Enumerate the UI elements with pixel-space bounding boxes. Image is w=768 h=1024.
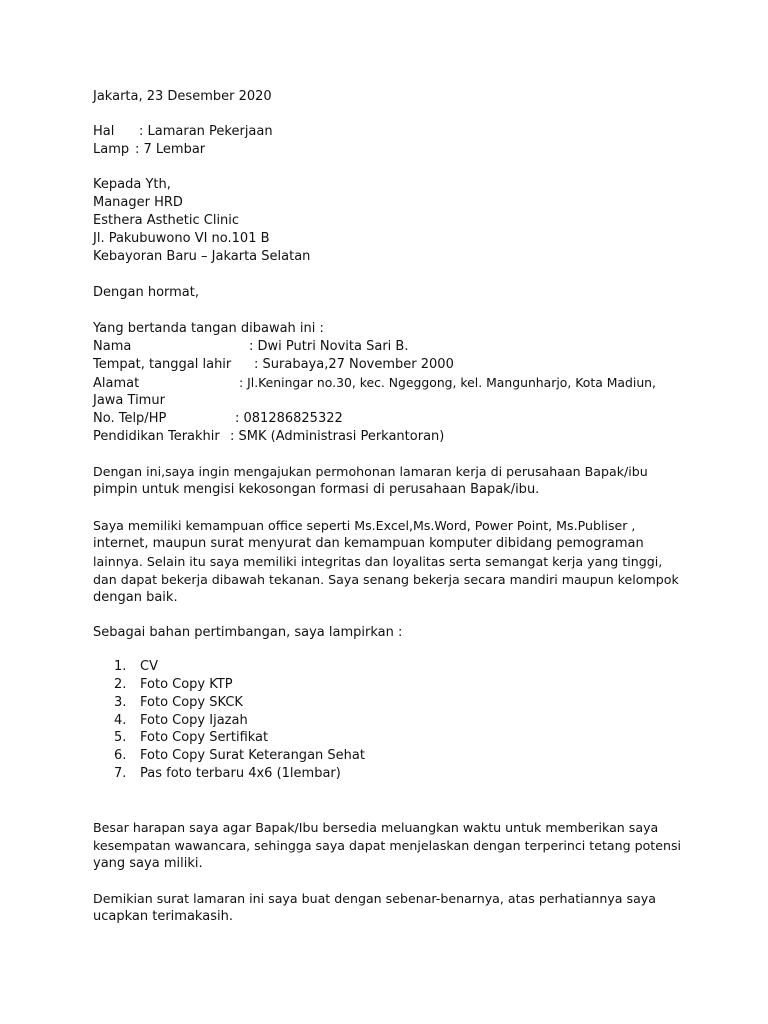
recipient-line: Kepada Yth,	[93, 177, 171, 192]
pendidikan-row	[93, 428, 444, 446]
alamat-continuation: Jawa Timur	[93, 393, 165, 408]
greeting: Dengan hormat,	[93, 285, 200, 300]
paragraph-line: internet, maupun surat menyurat dan kemampuan komputer dibidang pemograman	[93, 536, 644, 551]
list-item-number: 5.	[114, 730, 127, 745]
pendidikan-label: Pendidikan Terakhir	[93, 429, 220, 444]
recipient-line: Esthera Asthetic Clinic	[93, 213, 240, 228]
paragraph-line: Saya memiliki kemampuan office seperti Ms.Excel,Ms.Word, Power Point, Ms.Publiser ,	[93, 518, 636, 533]
telp-row	[93, 410, 343, 428]
list-item-number: 7.	[114, 766, 127, 781]
paragraph-line: lainnya. Selain itu saya memiliki integritas dan loyalitas serta semangat kerja yang tinggi,	[93, 554, 663, 569]
alamat-row	[93, 374, 656, 393]
intro-line: Yang bertanda tangan dibawah ini :	[93, 321, 324, 336]
list-item-number: 6.	[114, 748, 127, 763]
lamp-row	[93, 141, 205, 159]
recipient-line: Kebayoran Baru – Jakarta Selatan	[93, 249, 311, 264]
recipient-line: Manager HRD	[93, 195, 183, 210]
alamat-label: Alamat	[93, 376, 140, 391]
paragraph-line: dengan baik.	[93, 590, 178, 605]
nama-label: Nama	[93, 339, 132, 354]
telp-value: : 081286825322	[235, 411, 343, 426]
date-line: Jakarta, 23 Desember 2020	[93, 89, 272, 104]
telp-label: No. Telp/HP	[93, 411, 167, 426]
ttl-label: Tempat, tanggal lahir	[93, 357, 232, 372]
paragraph-line: Dengan ini,saya ingin mengajukan permohonan lamaran kerja di perusahaan Bapak/ibu	[93, 464, 648, 479]
ttl-row	[93, 356, 454, 374]
list-item: CV	[140, 659, 158, 674]
paragraph-line: kesempatan wawancara, sehingga saya dapat menjelaskan dengan terperinci tetang potensi	[93, 838, 682, 853]
list-item: Foto Copy SKCK	[140, 695, 243, 710]
recipient-line: Jl. Pakubuwono VI no.101 B	[93, 231, 270, 246]
alamat-value: : Jl.Keningar no.30, kec. Ngeggong, kel. Mangunharjo, Kota Madiun,	[239, 375, 656, 390]
closing-line: Demikian surat lamaran ini saya buat dengan sebenar-benarnya, atas perhatiannya saya	[93, 891, 656, 906]
hal-label: Hal	[93, 124, 115, 139]
list-item-number: 2.	[114, 677, 127, 692]
lamp-value: : 7 Lembar	[135, 142, 206, 157]
list-item: Foto Copy Ijazah	[140, 713, 248, 728]
pendidikan-value: : SMK (Administrasi Perkantoran)	[230, 429, 445, 444]
paragraph-line: Besar harapan saya agar Bapak/Ibu bersedia meluangkan waktu untuk memberikan saya	[93, 820, 659, 835]
nama-value: : Dwi Putri Novita Sari B.	[249, 339, 409, 354]
paragraph-line: yang saya miliki.	[93, 856, 203, 871]
list-item: Pas foto terbaru 4x6 (1lembar)	[140, 766, 341, 781]
ttl-value: : Surabaya,27 November 2000	[254, 357, 454, 372]
attachments-intro: Sebagai bahan pertimbangan, saya lampirkan :	[93, 625, 403, 640]
hal-value: : Lamaran Pekerjaan	[139, 124, 273, 139]
list-item-number: 1.	[114, 659, 127, 674]
list-item-number: 4.	[114, 713, 127, 728]
lamp-label: Lamp	[93, 142, 130, 157]
closing-line: ucapkan terimakasih.	[93, 909, 233, 924]
list-item: Foto Copy KTP	[140, 677, 233, 692]
nama-row	[93, 338, 408, 356]
paragraph-line: pimpin untuk mengisi kekosongan formasi di perusahaan Bapak/ibu.	[93, 482, 540, 497]
list-item: Foto Copy Sertifikat	[140, 730, 269, 745]
hal-row	[93, 123, 273, 141]
paragraph-line: dan dapat bekerja dibawah tekanan. Saya senang bekerja secara mandiri maupun kelompok	[93, 572, 679, 587]
list-item-number: 3.	[114, 695, 127, 710]
list-item: Foto Copy Surat Keterangan Sehat	[140, 748, 365, 763]
